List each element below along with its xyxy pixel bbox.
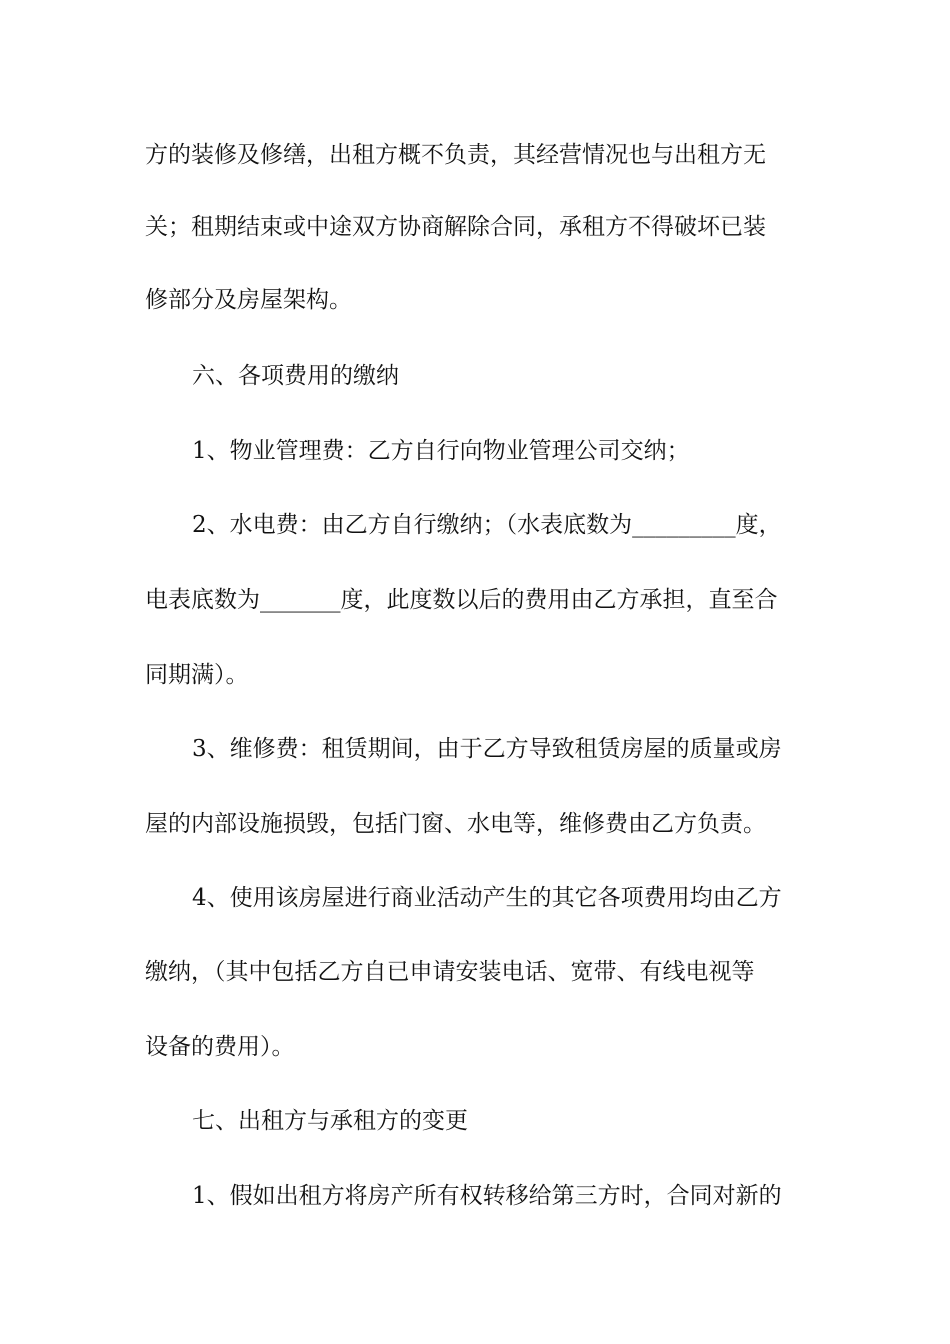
paragraph-line: 设备的费用）。 xyxy=(145,1034,295,1060)
clause-line: 3、维修费：租赁期间，由于乙方导致租赁房屋的质量或房 xyxy=(192,736,782,762)
section-heading: 六、各项费用的缴纳 xyxy=(192,363,399,389)
paragraph-line: 屋的内部设施损毁，包括门窗、水电等，维修费由乙方负责。 xyxy=(145,811,766,837)
paragraph-line: 修部分及房屋架构。 xyxy=(145,287,352,313)
paragraph-line: 同期满）。 xyxy=(145,662,249,688)
clause-line: 1、物业管理费：乙方自行向物业管理公司交纳； xyxy=(192,438,690,464)
clause-line: 4、使用该房屋进行商业活动产生的其它各项费用均由乙方 xyxy=(192,885,782,911)
paragraph-line: 关；租期结束或中途双方协商解除合同，承租方不得破坏已装 xyxy=(145,214,766,240)
section-heading: 七、出租方与承租方的变更 xyxy=(192,1108,468,1134)
paragraph-line: 电表底数为_______度，此度数以后的费用由乙方承担，直至合 xyxy=(145,587,778,613)
paragraph-line: 方的装修及修缮，出租方概不负责，其经营情况也与出租方无 xyxy=(145,142,766,168)
clause-line: 2、水电费：由乙方自行缴纳；（水表底数为_________度， xyxy=(192,512,782,538)
clause-line: 1、假如出租方将房产所有权转移给第三方时，合同对新的 xyxy=(192,1183,782,1209)
paragraph-line: 缴纳，（其中包括乙方自已申请安装电话、宽带、有线电视等 xyxy=(145,959,755,985)
